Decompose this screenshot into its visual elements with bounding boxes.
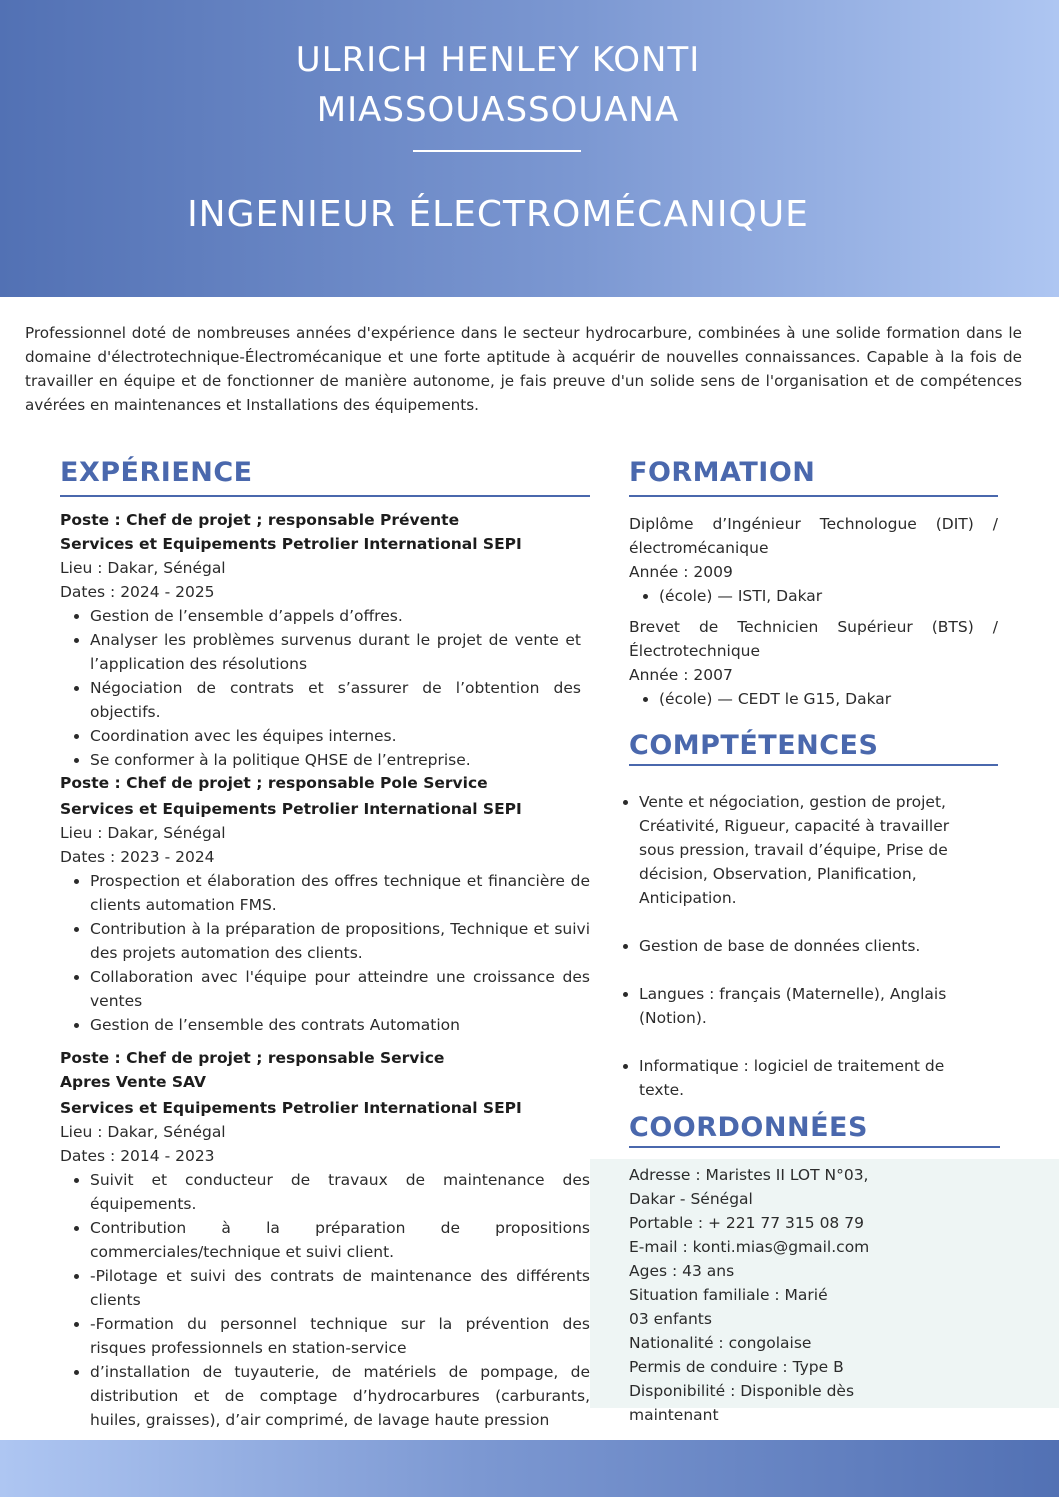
job-position: Poste : Chef de projet ; responsable Pole Service (60, 774, 488, 792)
diploma-school-list (629, 687, 998, 711)
contact-address: Adresse : Maristes II LOT N°03, (629, 1166, 869, 1184)
footer-banner (0, 1440, 1059, 1497)
job-company: Services et Equipements Petrolier International SEPI (60, 535, 522, 553)
job-dates: Dates : 2024 - 2025 (60, 583, 215, 601)
name-divider (413, 150, 581, 152)
task-item: • -Pilotage et suivi des contrats de maintenance des différents clients (90, 1264, 590, 1312)
experience-title: EXPÉRIENCE (60, 457, 253, 488)
name-line-1: ULRICH HENLEY KONTI (295, 40, 701, 80)
job-location: Lieu : Dakar, Sénégal (60, 824, 226, 842)
skill-item: • Langues : français (Maternelle), Anglais (Notion). (639, 982, 989, 1030)
job-dates: Dates : 2023 - 2024 (60, 848, 215, 866)
task-item: • Coordination avec les équipes internes. (90, 724, 581, 748)
diploma-year: Année : 2009 (629, 563, 733, 581)
skill-item: • Vente et négociation, gestion de projet, Créativité, Rigueur, capacité à travailler sous pression, travail d’équipe, Prise de décision, Observation, Planification, Anticipation. (639, 790, 989, 910)
contact-nationality: Nationalité : congolaise (629, 1334, 812, 1352)
skill-item: • Informatique : logiciel de traitement de texte. (639, 1054, 989, 1102)
job-dates: Dates : 2014 - 2023 (60, 1147, 215, 1165)
contact-phone: Portable : + 221 77 315 08 79 (629, 1214, 864, 1232)
job-tasks (60, 1168, 590, 1432)
contact-driving-license: Permis de conduire : Type B (629, 1358, 844, 1376)
task-item: • Collaboration avec l'équipe pour atteindre une croissance des ventes (90, 965, 590, 1013)
skills-title: COMPTÉTENCES (629, 730, 879, 761)
contact-rule (629, 1146, 1000, 1148)
job-position: Poste : Chef de projet ; responsable Service Apres Vente SAV (60, 1049, 445, 1091)
job-tasks (60, 869, 590, 1037)
experience-job (60, 1046, 590, 1432)
diploma-school: • (école) — ISTI, Dakar (659, 584, 998, 608)
formation-list (629, 512, 998, 711)
diploma-school-list (629, 584, 998, 608)
contact-family-status: Situation familiale : Marié (629, 1286, 828, 1304)
task-item: • Suivit et conducteur de travaux de maintenance des équipements. (90, 1168, 590, 1216)
contact-city: Dakar - Sénégal (629, 1190, 753, 1208)
task-item: • Se conformer à la politique QHSE de l’entreprise. (90, 748, 581, 772)
task-item: • Contribution à la préparation de propositions, Technique et suivi des projets automation des clients. (90, 917, 590, 965)
task-item: • -Formation du personnel technique sur la prévention des risques professionnels en station-service (90, 1312, 590, 1360)
contact-details (629, 1163, 929, 1427)
experience-job (60, 508, 590, 772)
experience-job (60, 771, 590, 1037)
job-tasks (60, 604, 581, 772)
contact-availability-cont: maintenant (629, 1406, 719, 1424)
task-item: • Analyser les problèmes survenus durant le projet de vente et l’application des résolutions (90, 628, 581, 676)
diploma-year: Année : 2007 (629, 666, 733, 684)
job-location: Lieu : Dakar, Sénégal (60, 1123, 226, 1141)
formation-title: FORMATION (629, 457, 816, 488)
contact-email: E-mail : konti.mias@gmail.com (629, 1238, 870, 1256)
task-item: • Contribution à la préparation de propositions commerciales/technique et suivi client. (90, 1216, 590, 1264)
job-position: Poste : Chef de projet ; responsable Prévente (60, 511, 460, 529)
formation-rule (629, 495, 998, 497)
job-title: INGENIEUR ÉLECTROMÉCANIQUE (187, 194, 809, 235)
skills-rule (629, 764, 998, 766)
task-item: • Gestion de l’ensemble d’appels d’offres. (90, 604, 581, 628)
diploma-name: Brevet de Technicien Supérieur (BTS) / Électrotechnique (629, 618, 998, 660)
task-item: • Gestion de l’ensemble des contrats Automation (90, 1013, 590, 1037)
skills-list (619, 790, 989, 1102)
contact-title: COORDONNÉES (629, 1112, 868, 1143)
diploma-name: Diplôme d’Ingénieur Technologue (DIT) / électromécanique (629, 515, 998, 557)
contact-age: Ages : 43 ans (629, 1262, 735, 1280)
experience-rule (60, 495, 590, 497)
profile-summary: Professionnel doté de nombreuses années d'expérience dans le secteur hydrocarbure, combinées à une solide formation dans le domaine d'électrotechnique-Électromécanique et une forte aptitude à acquérir de nouvelles connaissances. Capable à la fois de travailler en équipe et de fonctionner de manière autonome, je fais preuve d'un solide sens de l'organisation et de compétences avérées en maintenances et Installations des équipements. (25, 324, 1022, 414)
diploma-school: • (école) — CEDT le G15, Dakar (659, 687, 998, 711)
job-company: Services et Equipements Petrolier International SEPI (60, 1099, 522, 1117)
name-line-2: MIASSOUASSOUANA (316, 90, 680, 130)
task-item: • Négociation de contrats et s’assurer de l’obtention des objectifs. (90, 676, 581, 724)
contact-children: 03 enfants (629, 1310, 712, 1328)
job-company: Services et Equipements Petrolier International SEPI (60, 800, 522, 818)
job-location: Lieu : Dakar, Sénégal (60, 559, 226, 577)
header-banner (0, 0, 1059, 297)
skill-item: • Gestion de base de données clients. (639, 934, 989, 958)
contact-availability: Disponibilité : Disponible dès (629, 1382, 855, 1400)
task-item: • Prospection et élaboration des offres technique et financière de clients automation FMS. (90, 869, 590, 917)
task-item: • d’installation de tuyauterie, de matériels de pompage, de distribution et de comptage d’hydrocarbures (carburants, huiles, graisses), d’air comprimé, de lavage haute pression (90, 1360, 590, 1432)
